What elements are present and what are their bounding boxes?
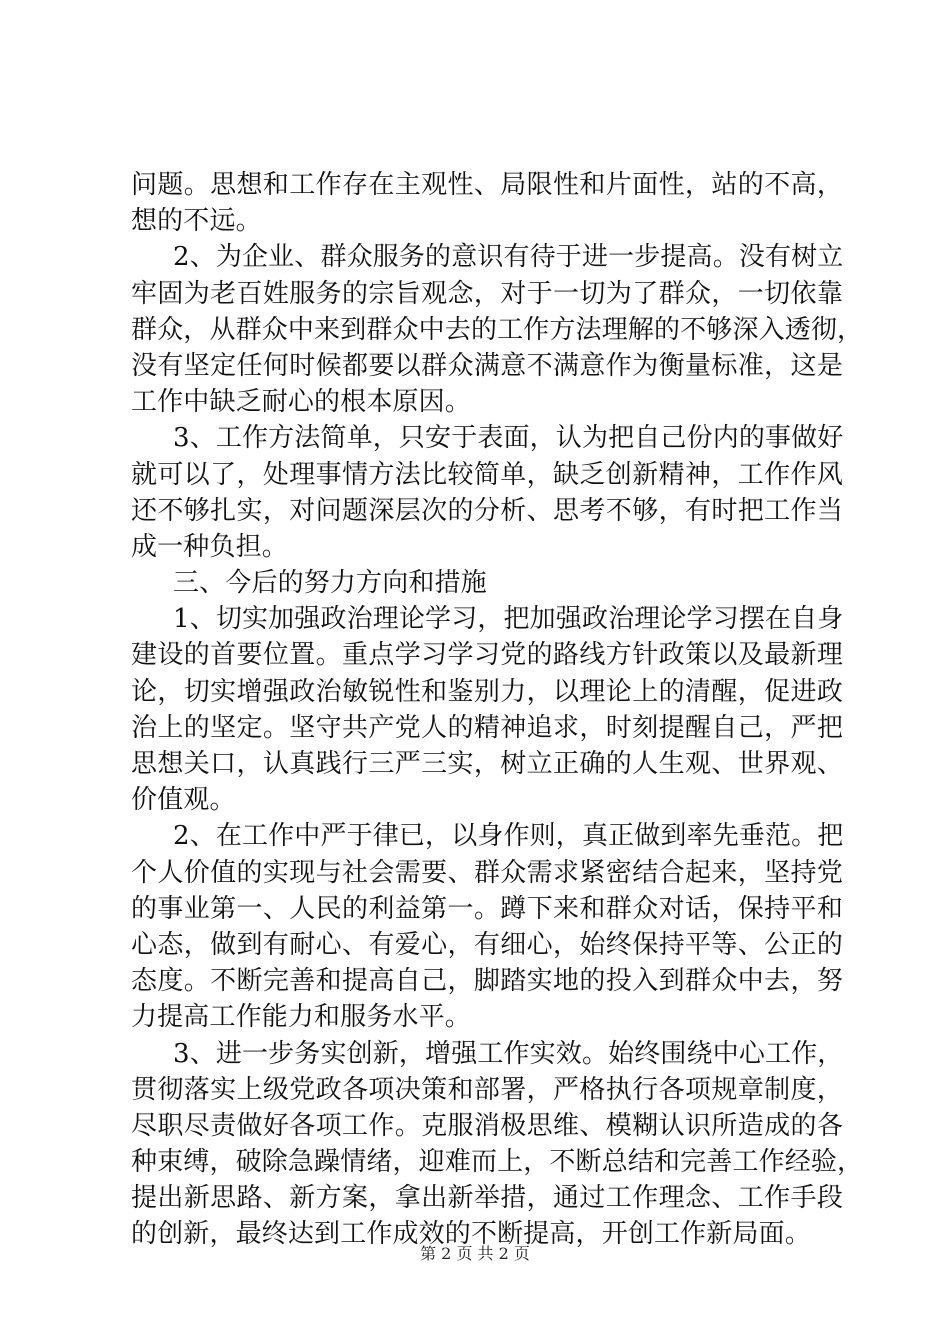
- text-line: 心态，做到有耐心、有爱心，有细心，始终保持平等、公正的: [131, 929, 843, 960]
- text-line: 想的不远。: [131, 206, 262, 237]
- text-line: 工作中缺乏耐心的根本原因。: [131, 387, 471, 418]
- text-line: 没有坚定任何时候都要以群众满意不满意作为衡量标准，这是: [131, 350, 843, 381]
- text-line: 问题。思想和工作存在主观性、局限性和片面性，站的不高，: [131, 170, 843, 200]
- text-line: 贯彻落实上级党政各项决策和部署，严格执行各项规章制度，: [131, 1074, 843, 1105]
- section-heading: 三、今后的努力方向和措施: [173, 568, 487, 599]
- text-line: 种束缚，破除急躁情绪，迎难而上，不断总结和完善工作经验，: [131, 1147, 864, 1178]
- text-line: 建设的首要位置。重点学习学习党的路线方针政策以及最新理: [131, 640, 843, 671]
- paragraph-start-line: 3、工作方法简单，只安于表面，认为把自己份内的事做好: [173, 423, 844, 454]
- text-line: 群众，从群众中来到群众中去的工作方法理解的不够深入透彻，: [131, 314, 864, 345]
- text-line: 价值观。: [131, 785, 236, 816]
- text-line: 治上的坚定。坚守共产党人的精神追求，时刻提醒自己，严把: [131, 712, 843, 743]
- paragraph-start-line: 3、进一步务实创新，增强工作实效。始终围绕中心工作，: [173, 1038, 844, 1069]
- text-line: 牢固为老百姓服务的宗旨观念，对于一切为了群众，一切依靠: [131, 278, 843, 309]
- page-number-footer: 第 2 页 共 2 页: [420, 1244, 530, 1263]
- text-line: 还不够扎实，对问题深层次的分析、思考不够，有时把工作当: [131, 495, 843, 526]
- text-line: 的创新，最终达到工作成效的不断提高，开创工作新局面。: [131, 1219, 811, 1250]
- paragraph-start-line: 2、为企业、群众服务的意识有待于进一步提高。没有树立: [173, 242, 844, 273]
- text-line: 提出新思路、新方案，拿出新举措，通过工作理念、工作手段: [131, 1183, 843, 1214]
- text-line: 态度。不断完善和提高自己，脚踏实地的投入到群众中去，努: [131, 966, 843, 997]
- text-line: 尽职尽责做好各项工作。克服消极思维、模糊认识所造成的各: [131, 1110, 843, 1141]
- text-line: 力提高工作能力和服务水平。: [131, 1002, 471, 1033]
- text-line: 成一种负担。: [131, 531, 288, 562]
- text-line: 就可以了，处理事情方法比较简单，缺乏创新精神，工作作风: [131, 459, 843, 490]
- text-line: 个人价值的实现与社会需要、群众需求紧密结合起来，坚持党: [131, 857, 843, 888]
- body-text: [131, 167, 864, 1253]
- text-line: 论，切实增强政治敏锐性和鉴别力，以理论上的清醒，促进政: [131, 676, 843, 707]
- paragraph-start-line: 2、在工作中严于律已，以身作则，真正做到率先垂范。把: [173, 821, 844, 852]
- text-line: 的事业第一、人民的利益第一。蹲下来和群众对话，保持平和: [131, 893, 843, 924]
- paragraph-start-line: 1、切实加强政治理论学习，把加强政治理论学习摆在自身: [173, 604, 844, 635]
- text-line: 思想关口，认真践行三严三实，树立正确的人生观、世界观、: [131, 749, 843, 779]
